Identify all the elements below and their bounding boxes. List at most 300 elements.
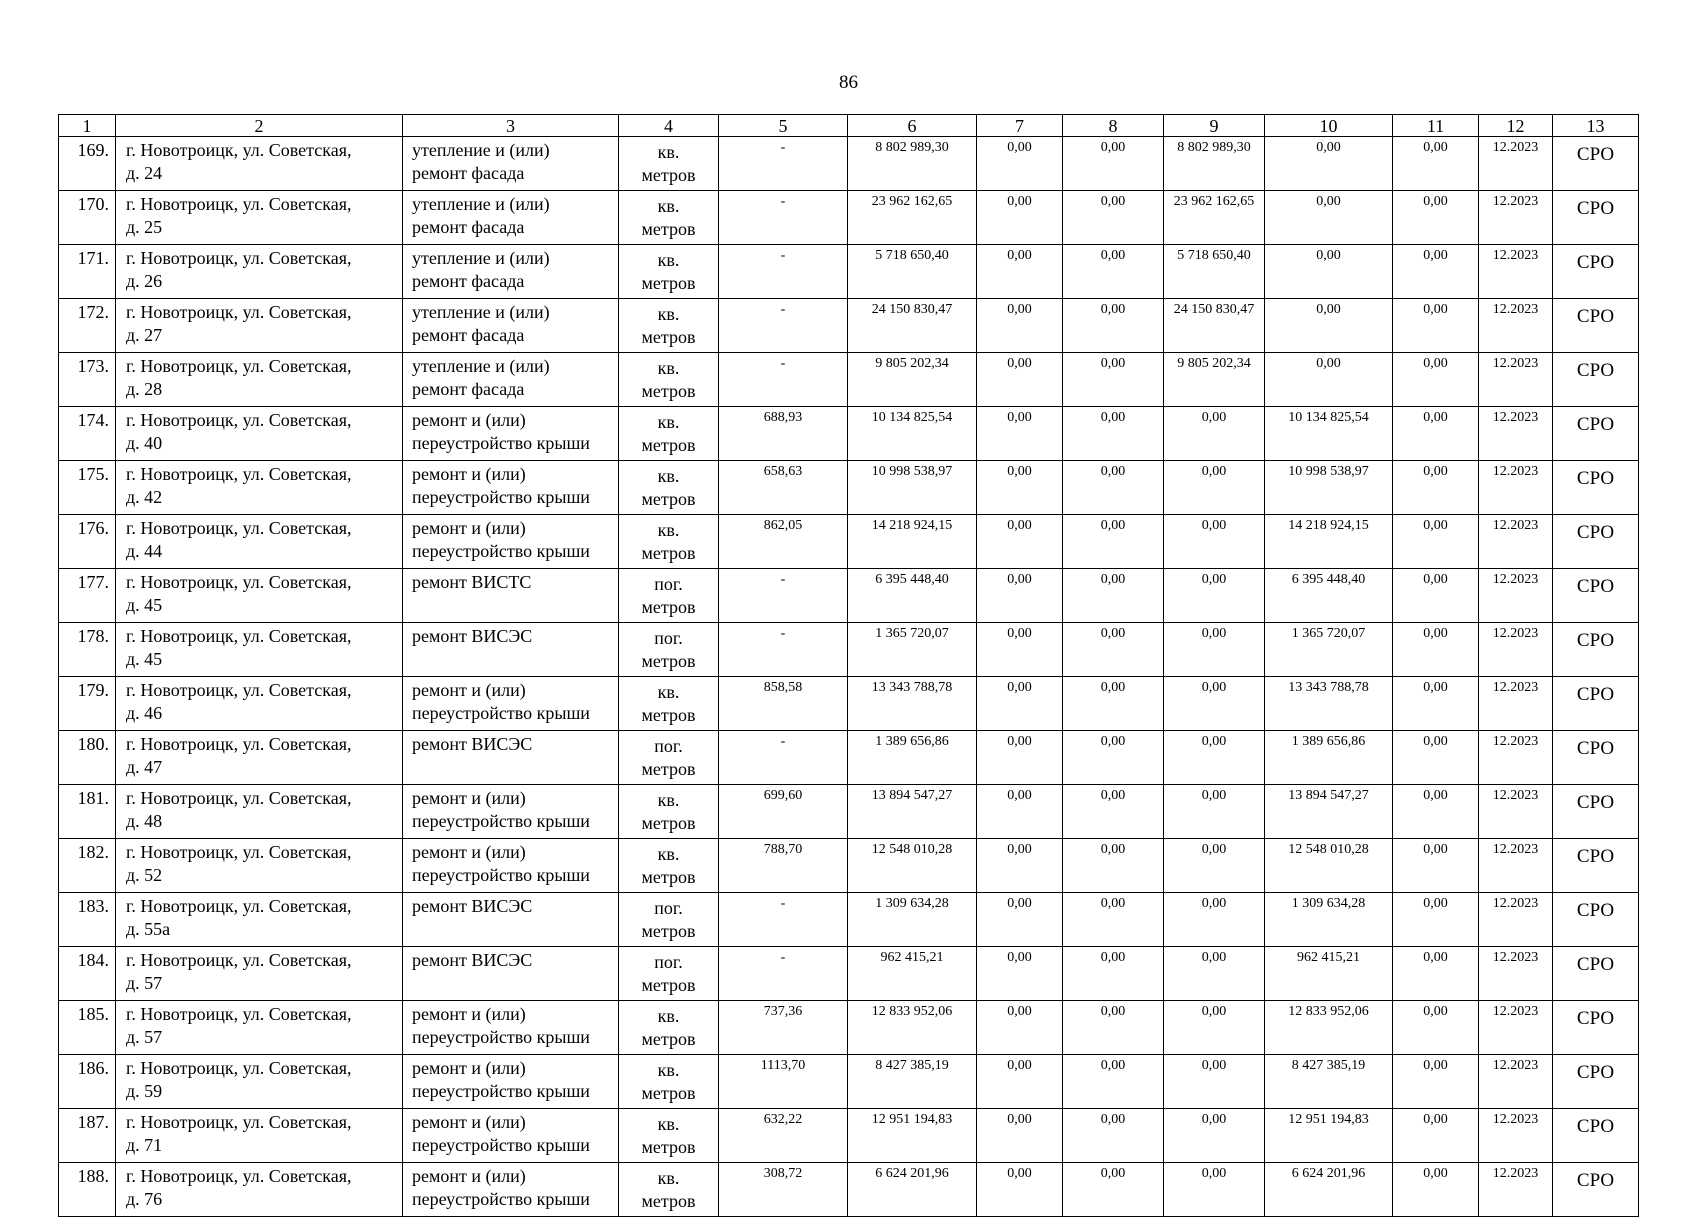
address-line-2: д. 24 <box>126 163 163 183</box>
completion-date-cell: 12.2023 <box>1479 353 1553 407</box>
unit-line-2: метров <box>641 597 696 617</box>
table-row <box>59 407 1639 461</box>
method-cell: СРО <box>1553 731 1639 785</box>
row-number: 176. <box>59 515 116 569</box>
col11-cell: 0,00 <box>1393 839 1479 893</box>
col9-cell: 0,00 <box>1164 731 1265 785</box>
col9-cell: 0,00 <box>1164 461 1265 515</box>
work-type-line-2: переустройство крыши <box>412 865 590 885</box>
method-cell: СРО <box>1553 785 1639 839</box>
total-cost-cell: 13 894 547,27 <box>848 785 977 839</box>
completion-date-cell: 12.2023 <box>1479 623 1553 677</box>
address-cell <box>116 731 403 785</box>
method-cell: СРО <box>1553 1001 1639 1055</box>
quantity-cell: 658,63 <box>719 461 848 515</box>
table-row <box>59 893 1639 947</box>
address-line-1: г. Новотроицк, ул. Советская, <box>126 518 352 538</box>
work-type-line-2: переустройство крыши <box>412 433 590 453</box>
total-cost-cell: 12 951 194,83 <box>848 1109 977 1163</box>
col7-cell: 0,00 <box>977 677 1063 731</box>
unit-cell <box>619 623 719 677</box>
unit-line-2: метров <box>641 381 696 401</box>
column-number-row <box>59 115 1639 137</box>
completion-date-cell: 12.2023 <box>1479 731 1553 785</box>
unit-line-2: метров <box>641 273 696 293</box>
col11-cell: 0,00 <box>1393 569 1479 623</box>
method-cell: СРО <box>1553 1055 1639 1109</box>
col10-cell: 14 218 924,15 <box>1265 515 1393 569</box>
completion-date-cell: 12.2023 <box>1479 1055 1553 1109</box>
col9-cell: 0,00 <box>1164 947 1265 1001</box>
col11-cell: 0,00 <box>1393 1055 1479 1109</box>
address-cell <box>116 839 403 893</box>
row-number: 181. <box>59 785 116 839</box>
row-number: 178. <box>59 623 116 677</box>
work-type-line-1: ремонт и (или) <box>412 1112 526 1132</box>
col8-cell: 0,00 <box>1063 1055 1164 1109</box>
unit-cell <box>619 407 719 461</box>
quantity-cell: - <box>719 893 848 947</box>
work-type-line-1: ремонт и (или) <box>412 464 526 484</box>
col7-cell: 0,00 <box>977 839 1063 893</box>
col8-cell: 0,00 <box>1063 947 1164 1001</box>
completion-date-cell: 12.2023 <box>1479 1163 1553 1217</box>
col11-cell: 0,00 <box>1393 893 1479 947</box>
work-type-line-2: ремонт фасада <box>412 163 525 183</box>
col7-cell: 0,00 <box>977 731 1063 785</box>
address-line-2: д. 47 <box>126 757 163 777</box>
col9-cell: 0,00 <box>1164 893 1265 947</box>
table-row <box>59 137 1639 191</box>
col9-cell: 0,00 <box>1164 1001 1265 1055</box>
address-line-2: д. 28 <box>126 379 163 399</box>
unit-line-1: кв. <box>657 520 680 540</box>
work-type-line-2: переустройство крыши <box>412 1027 590 1047</box>
unit-cell <box>619 893 719 947</box>
unit-line-2: метров <box>641 1191 696 1211</box>
address-cell <box>116 407 403 461</box>
row-number: 186. <box>59 1055 116 1109</box>
unit-line-1: пог. <box>654 898 683 918</box>
unit-line-1: кв. <box>657 1114 680 1134</box>
unit-cell <box>619 245 719 299</box>
address-line-1: г. Новотроицк, ул. Советская, <box>126 734 352 754</box>
address-line-2: д. 46 <box>126 703 163 723</box>
work-type-line-2: переустройство крыши <box>412 1081 590 1101</box>
address-line-2: д. 45 <box>126 595 163 615</box>
address-line-1: г. Новотроицк, ул. Советская, <box>126 950 352 970</box>
col7-cell: 0,00 <box>977 299 1063 353</box>
unit-line-2: метров <box>641 975 696 995</box>
unit-line-2: метров <box>641 705 696 725</box>
column-header: 2 <box>116 115 403 137</box>
col8-cell: 0,00 <box>1063 1001 1164 1055</box>
row-number: 171. <box>59 245 116 299</box>
col8-cell: 0,00 <box>1063 299 1164 353</box>
address-line-1: г. Новотроицк, ул. Советская, <box>126 302 352 322</box>
col7-cell: 0,00 <box>977 245 1063 299</box>
table-row <box>59 299 1639 353</box>
address-line-2: д. 45 <box>126 649 163 669</box>
unit-line-2: метров <box>641 651 696 671</box>
total-cost-cell: 1 309 634,28 <box>848 893 977 947</box>
col8-cell: 0,00 <box>1063 731 1164 785</box>
unit-line-2: метров <box>641 327 696 347</box>
address-cell <box>116 569 403 623</box>
work-type-line-2: переустройство крыши <box>412 1189 590 1209</box>
col8-cell: 0,00 <box>1063 461 1164 515</box>
address-line-2: д. 71 <box>126 1135 163 1155</box>
work-type-line-1: ремонт ВИСЭС <box>412 626 533 646</box>
address-line-2: д. 57 <box>126 973 163 993</box>
total-cost-cell: 10 998 538,97 <box>848 461 977 515</box>
col9-cell: 0,00 <box>1164 1163 1265 1217</box>
address-line-1: г. Новотроицк, ул. Советская, <box>126 194 352 214</box>
completion-date-cell: 12.2023 <box>1479 407 1553 461</box>
col10-cell: 0,00 <box>1265 137 1393 191</box>
unit-line-1: кв. <box>657 1168 680 1188</box>
work-type-line-2: переустройство крыши <box>412 1135 590 1155</box>
table-row <box>59 461 1639 515</box>
col8-cell: 0,00 <box>1063 677 1164 731</box>
total-cost-cell: 1 389 656,86 <box>848 731 977 785</box>
unit-line-1: кв. <box>657 250 680 270</box>
completion-date-cell: 12.2023 <box>1479 191 1553 245</box>
address-line-2: д. 42 <box>126 487 163 507</box>
quantity-cell: - <box>719 137 848 191</box>
address-line-1: г. Новотроицк, ул. Советская, <box>126 842 352 862</box>
work-type-cell <box>403 245 619 299</box>
col10-cell: 13 343 788,78 <box>1265 677 1393 731</box>
work-type-line-1: ремонт и (или) <box>412 1058 526 1078</box>
quantity-cell: - <box>719 731 848 785</box>
row-number: 185. <box>59 1001 116 1055</box>
method-cell: СРО <box>1553 677 1639 731</box>
work-type-line-2: переустройство крыши <box>412 487 590 507</box>
total-cost-cell: 12 833 952,06 <box>848 1001 977 1055</box>
address-line-2: д. 40 <box>126 433 163 453</box>
work-type-line-2: ремонт фасада <box>412 379 525 399</box>
column-header: 13 <box>1553 115 1639 137</box>
work-type-cell <box>403 515 619 569</box>
work-type-line-2: переустройство крыши <box>412 811 590 831</box>
quantity-cell: - <box>719 569 848 623</box>
table-row <box>59 515 1639 569</box>
address-cell <box>116 785 403 839</box>
col11-cell: 0,00 <box>1393 137 1479 191</box>
work-type-cell <box>403 191 619 245</box>
total-cost-cell: 23 962 162,65 <box>848 191 977 245</box>
col10-cell: 6 395 448,40 <box>1265 569 1393 623</box>
col11-cell: 0,00 <box>1393 245 1479 299</box>
col11-cell: 0,00 <box>1393 1109 1479 1163</box>
col9-cell: 0,00 <box>1164 839 1265 893</box>
unit-cell <box>619 839 719 893</box>
unit-line-2: метров <box>641 543 696 563</box>
unit-cell <box>619 1055 719 1109</box>
method-cell: СРО <box>1553 461 1639 515</box>
col11-cell: 0,00 <box>1393 731 1479 785</box>
address-cell <box>116 137 403 191</box>
completion-date-cell: 12.2023 <box>1479 461 1553 515</box>
address-line-1: г. Новотроицк, ул. Советская, <box>126 140 352 160</box>
col8-cell: 0,00 <box>1063 1109 1164 1163</box>
table-row <box>59 1001 1639 1055</box>
total-cost-cell: 24 150 830,47 <box>848 299 977 353</box>
address-line-2: д. 26 <box>126 271 163 291</box>
col9-cell: 8 802 989,30 <box>1164 137 1265 191</box>
col11-cell: 0,00 <box>1393 515 1479 569</box>
work-type-cell <box>403 731 619 785</box>
col8-cell: 0,00 <box>1063 785 1164 839</box>
unit-line-1: пог. <box>654 628 683 648</box>
quantity-cell: 308,72 <box>719 1163 848 1217</box>
unit-cell <box>619 1163 719 1217</box>
col11-cell: 0,00 <box>1393 461 1479 515</box>
quantity-cell: - <box>719 353 848 407</box>
unit-cell <box>619 731 719 785</box>
work-type-cell <box>403 677 619 731</box>
col8-cell: 0,00 <box>1063 515 1164 569</box>
col10-cell: 0,00 <box>1265 353 1393 407</box>
unit-line-2: метров <box>641 165 696 185</box>
work-type-line-1: утепление и (или) <box>412 140 550 160</box>
unit-line-1: кв. <box>657 142 680 162</box>
work-type-cell <box>403 947 619 1001</box>
quantity-cell: - <box>719 245 848 299</box>
unit-line-1: кв. <box>657 1060 680 1080</box>
capital-repair-table <box>58 114 1639 1217</box>
work-type-line-1: ремонт и (или) <box>412 788 526 808</box>
col10-cell: 12 951 194,83 <box>1265 1109 1393 1163</box>
work-type-line-1: ремонт и (или) <box>412 1004 526 1024</box>
method-cell: СРО <box>1553 947 1639 1001</box>
table-row <box>59 947 1639 1001</box>
completion-date-cell: 12.2023 <box>1479 947 1553 1001</box>
unit-line-2: метров <box>641 1083 696 1103</box>
unit-line-2: метров <box>641 759 696 779</box>
work-type-line-1: ремонт и (или) <box>412 680 526 700</box>
work-type-cell <box>403 839 619 893</box>
unit-cell <box>619 947 719 1001</box>
row-number: 184. <box>59 947 116 1001</box>
column-header: 1 <box>59 115 116 137</box>
column-header: 5 <box>719 115 848 137</box>
row-number: 173. <box>59 353 116 407</box>
col7-cell: 0,00 <box>977 569 1063 623</box>
address-line-2: д. 48 <box>126 811 163 831</box>
table-row <box>59 839 1639 893</box>
quantity-cell: - <box>719 191 848 245</box>
col9-cell: 24 150 830,47 <box>1164 299 1265 353</box>
col8-cell: 0,00 <box>1063 191 1164 245</box>
address-line-1: г. Новотроицк, ул. Советская, <box>126 248 352 268</box>
address-line-2: д. 59 <box>126 1081 163 1101</box>
work-type-cell <box>403 785 619 839</box>
unit-cell <box>619 785 719 839</box>
col11-cell: 0,00 <box>1393 353 1479 407</box>
table-row <box>59 353 1639 407</box>
row-number: 188. <box>59 1163 116 1217</box>
work-type-cell <box>403 1055 619 1109</box>
unit-line-1: кв. <box>657 304 680 324</box>
address-cell <box>116 191 403 245</box>
work-type-cell <box>403 1001 619 1055</box>
col7-cell: 0,00 <box>977 1163 1063 1217</box>
unit-cell <box>619 353 719 407</box>
col8-cell: 0,00 <box>1063 623 1164 677</box>
col9-cell: 0,00 <box>1164 785 1265 839</box>
address-line-1: г. Новотроицк, ул. Советская, <box>126 1112 352 1132</box>
col8-cell: 0,00 <box>1063 353 1164 407</box>
unit-line-2: метров <box>641 921 696 941</box>
completion-date-cell: 12.2023 <box>1479 893 1553 947</box>
col11-cell: 0,00 <box>1393 677 1479 731</box>
col10-cell: 0,00 <box>1265 191 1393 245</box>
work-type-line-1: утепление и (или) <box>412 248 550 268</box>
table-row <box>59 245 1639 299</box>
work-type-cell <box>403 407 619 461</box>
quantity-cell: - <box>719 623 848 677</box>
work-type-cell <box>403 353 619 407</box>
col8-cell: 0,00 <box>1063 407 1164 461</box>
row-number: 172. <box>59 299 116 353</box>
col8-cell: 0,00 <box>1063 1163 1164 1217</box>
unit-cell <box>619 299 719 353</box>
address-line-1: г. Новотроицк, ул. Советская, <box>126 788 352 808</box>
total-cost-cell: 5 718 650,40 <box>848 245 977 299</box>
method-cell: СРО <box>1553 353 1639 407</box>
col9-cell: 0,00 <box>1164 515 1265 569</box>
completion-date-cell: 12.2023 <box>1479 137 1553 191</box>
unit-line-1: кв. <box>657 466 680 486</box>
col10-cell: 8 427 385,19 <box>1265 1055 1393 1109</box>
address-cell <box>116 299 403 353</box>
col10-cell: 1 389 656,86 <box>1265 731 1393 785</box>
address-line-1: г. Новотроицк, ул. Советская, <box>126 356 352 376</box>
row-number: 170. <box>59 191 116 245</box>
col10-cell: 1 365 720,07 <box>1265 623 1393 677</box>
col9-cell: 9 805 202,34 <box>1164 353 1265 407</box>
method-cell: СРО <box>1553 1109 1639 1163</box>
column-header: 4 <box>619 115 719 137</box>
col11-cell: 0,00 <box>1393 623 1479 677</box>
work-type-line-2: ремонт фасада <box>412 217 525 237</box>
col8-cell: 0,00 <box>1063 569 1164 623</box>
unit-line-1: пог. <box>654 952 683 972</box>
unit-line-1: пог. <box>654 574 683 594</box>
work-type-line-1: ремонт ВИСТС <box>412 572 532 592</box>
col7-cell: 0,00 <box>977 947 1063 1001</box>
col10-cell: 1 309 634,28 <box>1265 893 1393 947</box>
total-cost-cell: 10 134 825,54 <box>848 407 977 461</box>
column-header: 10 <box>1265 115 1393 137</box>
unit-line-2: метров <box>641 813 696 833</box>
work-type-line-2: переустройство крыши <box>412 541 590 561</box>
col7-cell: 0,00 <box>977 137 1063 191</box>
col7-cell: 0,00 <box>977 623 1063 677</box>
page-number: 86 <box>839 72 858 93</box>
completion-date-cell: 12.2023 <box>1479 839 1553 893</box>
table-row <box>59 677 1639 731</box>
quantity-cell: 858,58 <box>719 677 848 731</box>
row-number: 187. <box>59 1109 116 1163</box>
col8-cell: 0,00 <box>1063 839 1164 893</box>
total-cost-cell: 6 395 448,40 <box>848 569 977 623</box>
col10-cell: 6 624 201,96 <box>1265 1163 1393 1217</box>
col9-cell: 0,00 <box>1164 1109 1265 1163</box>
table-row <box>59 623 1639 677</box>
quantity-cell: 788,70 <box>719 839 848 893</box>
col7-cell: 0,00 <box>977 353 1063 407</box>
work-type-line-1: ремонт и (или) <box>412 842 526 862</box>
method-cell: СРО <box>1553 407 1639 461</box>
col11-cell: 0,00 <box>1393 947 1479 1001</box>
unit-cell <box>619 461 719 515</box>
address-cell <box>116 461 403 515</box>
unit-line-2: метров <box>641 1029 696 1049</box>
col7-cell: 0,00 <box>977 515 1063 569</box>
work-type-cell <box>403 1109 619 1163</box>
method-cell: СРО <box>1553 245 1639 299</box>
row-number: 175. <box>59 461 116 515</box>
address-line-2: д. 52 <box>126 865 163 885</box>
col11-cell: 0,00 <box>1393 1163 1479 1217</box>
address-cell <box>116 353 403 407</box>
completion-date-cell: 12.2023 <box>1479 1109 1553 1163</box>
work-type-line-1: утепление и (или) <box>412 302 550 322</box>
quantity-cell: 1113,70 <box>719 1055 848 1109</box>
row-number: 182. <box>59 839 116 893</box>
col7-cell: 0,00 <box>977 785 1063 839</box>
address-line-1: г. Новотроицк, ул. Советская, <box>126 464 352 484</box>
method-cell: СРО <box>1553 569 1639 623</box>
address-line-2: д. 27 <box>126 325 163 345</box>
method-cell: СРО <box>1553 299 1639 353</box>
address-cell <box>116 1109 403 1163</box>
col11-cell: 0,00 <box>1393 785 1479 839</box>
col10-cell: 10 998 538,97 <box>1265 461 1393 515</box>
unit-line-1: кв. <box>657 790 680 810</box>
work-type-line-1: ремонт ВИСЭС <box>412 950 533 970</box>
quantity-cell: 632,22 <box>719 1109 848 1163</box>
table-row <box>59 731 1639 785</box>
address-line-2: д. 57 <box>126 1027 163 1047</box>
table-row <box>59 1055 1639 1109</box>
address-line-1: г. Новотроицк, ул. Советская, <box>126 626 352 646</box>
address-line-1: г. Новотроицк, ул. Советская, <box>126 896 352 916</box>
work-type-cell <box>403 569 619 623</box>
unit-line-2: метров <box>641 489 696 509</box>
unit-cell <box>619 569 719 623</box>
work-type-line-2: ремонт фасада <box>412 325 525 345</box>
work-type-line-1: ремонт ВИСЭС <box>412 734 533 754</box>
unit-cell <box>619 1109 719 1163</box>
col11-cell: 0,00 <box>1393 1001 1479 1055</box>
column-header: 9 <box>1164 115 1265 137</box>
total-cost-cell: 13 343 788,78 <box>848 677 977 731</box>
quantity-cell: 737,36 <box>719 1001 848 1055</box>
col9-cell: 0,00 <box>1164 623 1265 677</box>
address-cell <box>116 893 403 947</box>
method-cell: СРО <box>1553 623 1639 677</box>
address-line-1: г. Новотроицк, ул. Советская, <box>126 572 352 592</box>
work-type-line-1: утепление и (или) <box>412 194 550 214</box>
quantity-cell: - <box>719 947 848 1001</box>
unit-line-1: кв. <box>657 682 680 702</box>
address-cell <box>116 1001 403 1055</box>
col11-cell: 0,00 <box>1393 191 1479 245</box>
